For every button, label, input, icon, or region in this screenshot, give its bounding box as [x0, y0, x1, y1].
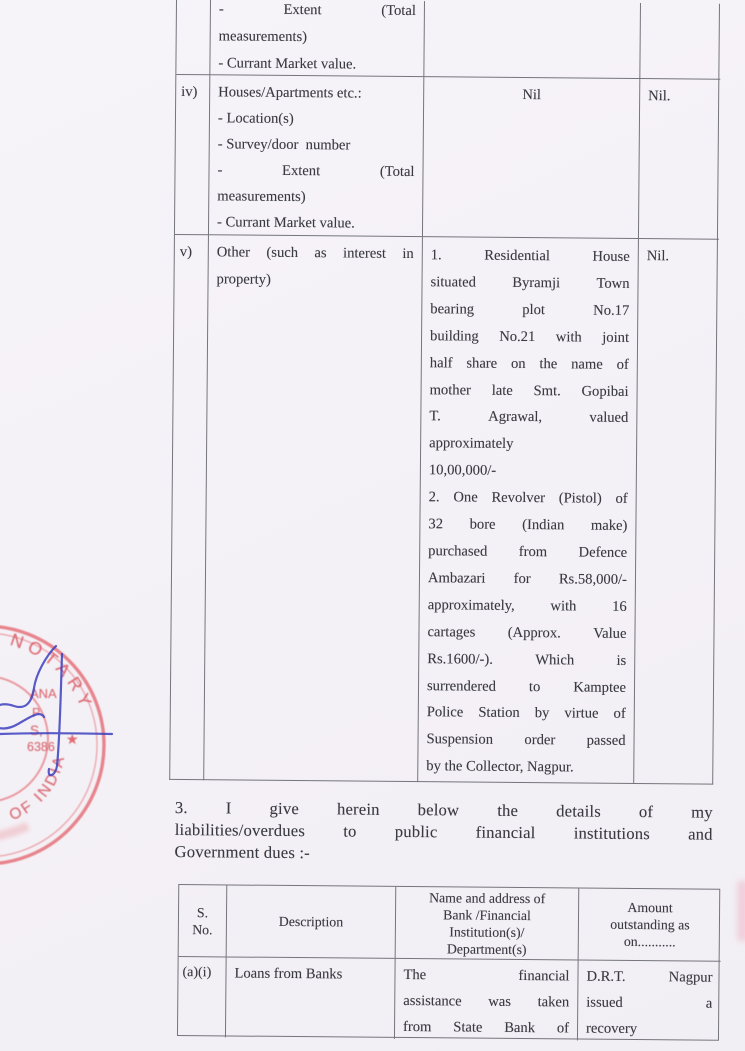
asset-row-iv-details: Nil	[522, 86, 542, 104]
star-icon: ★	[66, 733, 79, 748]
asset-row-v-details-cell	[418, 237, 639, 784]
asset-row-v-details: 1. Residential House situated Byramji Town bearing plot No.17 building No.21 with joint half share on the name of mother late Smt. Gopibai T. Agrawal, valued approximately 10,00,000/- 2. One Revolver (Pistol) of 32 bore (Indian make) purchased from Defence Ambazari for Rs.58,000/- approximately, with 16 cartages (Approx. Value Rs.1600/-). Which is surrendered to Kamptee Police Station by virtue of Suspension order passed by the Collector, Nagpur.	[426, 247, 630, 776]
asset-row-iv-sn: iv)	[181, 84, 198, 101]
asset-row-iv-description: Houses/Apartments etc.: - Location(s) - Survey/door number - Extent (Total measurements) - Currant Market value.	[216, 84, 415, 232]
liability-row-description-cell	[226, 957, 396, 1038]
asset-row-iii-remark-cell	[640, 3, 721, 80]
asset-table	[169, 0, 720, 785]
asset-row-iv-remark: Nil.	[648, 88, 671, 105]
stamp-inner-line-1: ANA	[30, 686, 57, 701]
liability-header-bank-cell: Name and address of Bank /Financial Institution(s)/ Department(s)	[396, 887, 580, 961]
asset-row-v-remark-cell	[634, 239, 719, 785]
asset-row-iv-details-cell	[423, 77, 640, 239]
stamp-inner-line-2: P	[32, 706, 41, 720]
asset-row-iii-description: - Extent (Total measurements) - Currant Market value.	[218, 1, 416, 73]
liability-header-description: Description	[278, 913, 344, 930]
stamp-arc-bottom-text: OF INDIA	[6, 752, 69, 825]
asset-row-v-description: Other (such as interest in property)	[216, 244, 414, 288]
paragraph-3: 3. I give herein below the details of my liabilities/overdues to public financial institutions and Government dues :-	[174, 797, 713, 863]
liability-row-sn-cell	[178, 957, 227, 1037]
liability-header-sn-cell: S. No.	[179, 885, 228, 957]
asset-row-v-remark: Nil.	[646, 248, 670, 265]
liability-table	[177, 884, 720, 1041]
asset-row-iii-description-cell	[210, 0, 425, 77]
asset-row-iii-sn-cell	[176, 0, 211, 75]
liability-row-sn: (a)(i)	[182, 965, 212, 981]
liability-row-bank-cell: The financial assistance was taken from State Bank of	[395, 959, 579, 1041]
asset-row-iv-description-cell	[209, 75, 424, 237]
liability-row-description: Loans from Banks	[234, 965, 343, 983]
asset-row-iv-sn-cell	[175, 75, 210, 235]
asset-row-v-sn: v)	[179, 244, 193, 261]
asset-row-iv-remark-cell	[639, 79, 720, 240]
liability-row-amount-cell: D.R.T. Nagpur issued a recovery	[585, 968, 713, 1038]
asset-row-v-sn-cell	[170, 235, 209, 780]
stamp-inner-line-3: S,	[30, 723, 43, 738]
liability-header-description-cell	[227, 885, 397, 958]
liability-header-amount-cell: Amount outstanding as on...........	[579, 889, 722, 962]
asset-row-iii-details-cell	[424, 1, 641, 79]
stamp-arc-top-text: NOTARY	[8, 629, 98, 715]
scan-pink-smudge	[737, 880, 745, 942]
asset-row-v-description-cell	[204, 235, 423, 782]
stamp-inner-line-4: 6386	[27, 740, 55, 754]
